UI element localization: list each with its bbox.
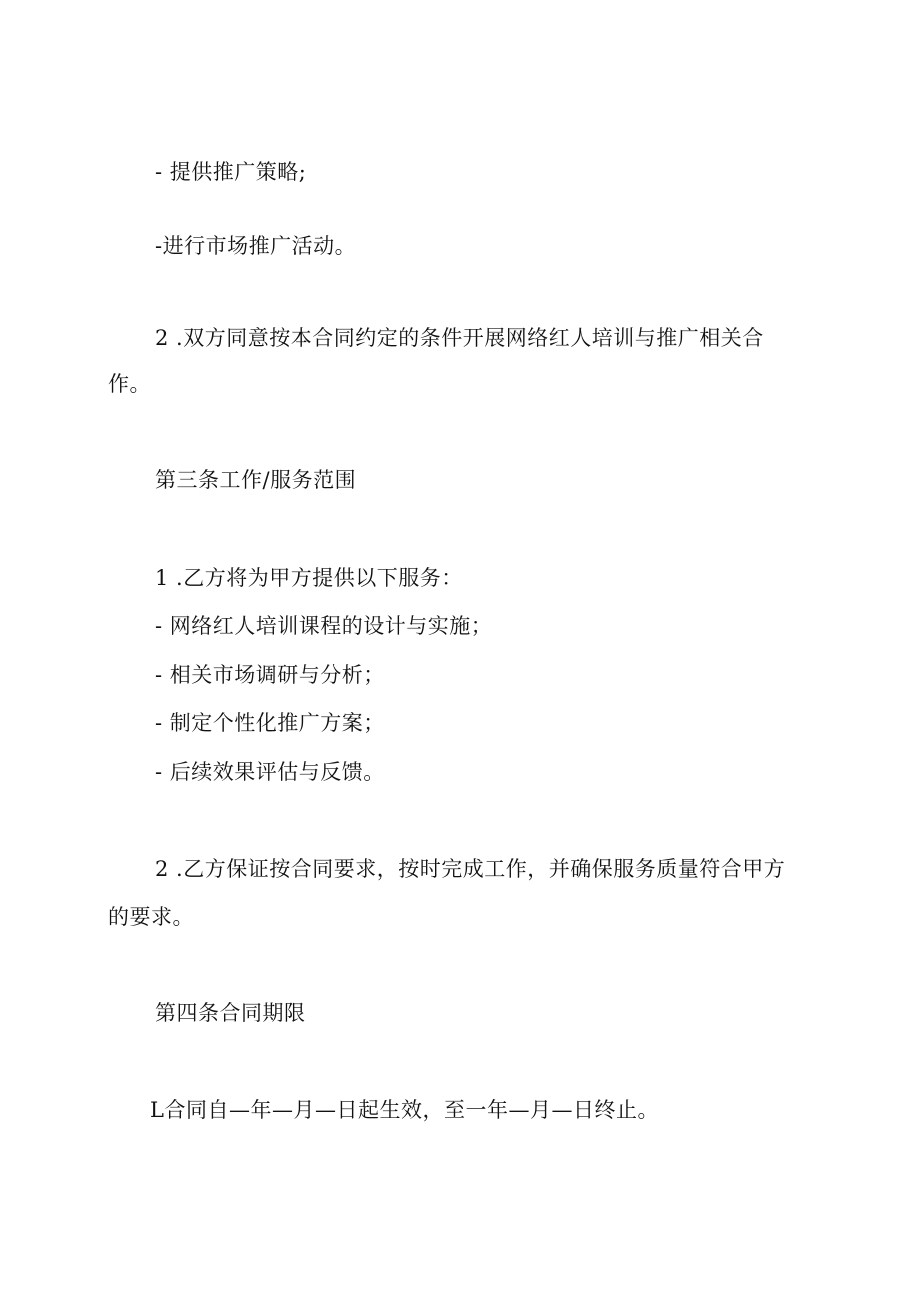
clause-2-line-2: 作。 — [108, 372, 151, 396]
service-clause-2-line-2: 的要求。 — [108, 905, 194, 929]
service-clause-1: 1 .乙方将为甲方提供以下服务： — [155, 566, 463, 590]
list-item-marketing-activities: -进行市场推广活动。 — [155, 234, 357, 258]
term-clause-1: L合同自—年—月—日起生效，至一年—月—日终止。 — [150, 1098, 659, 1122]
service-item-market-research: - 相关市场调研与分析； — [155, 663, 385, 687]
service-item-evaluation-feedback: - 后续效果评估与反馈。 — [155, 760, 385, 784]
service-item-promotion-plan: - 制定个性化推广方案； — [155, 711, 385, 735]
clause-2-line-1: 2 .双方同意按本合同约定的条件开展网络红人培训与推广相关合 — [155, 326, 764, 350]
article-4-heading: 第四条合同期限 — [155, 1001, 306, 1025]
service-item-training-courses: - 网络红人培训课程的设计与实施； — [155, 614, 493, 638]
service-clause-2-line-1: 2 .乙方保证按合同要求，按时完成工作，并确保服务质量符合甲方 — [155, 857, 786, 881]
list-item-promotion-strategy: - 提供推广策略; — [155, 160, 307, 184]
article-3-heading: 第三条工作/服务范围 — [155, 468, 357, 492]
